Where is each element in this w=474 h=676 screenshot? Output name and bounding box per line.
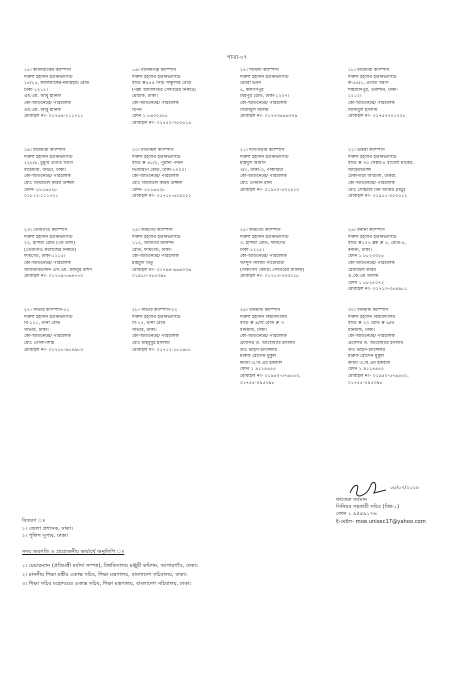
campus-entry-line: কো-অর্ডিনেটর/ পরিচালক	[132, 254, 179, 260]
campus-entry-line: আফতাবউদ্দিন এস.এম. মজনুর রশিদ	[24, 267, 92, 273]
campus-entry-line: সিরাজুল আলম	[240, 107, 269, 113]
campus-entry-line: এম.এম. আবু হানিফ	[24, 94, 62, 100]
campus-entry-line: রোড, ফার্মগেট, ঢাকা।	[132, 247, 172, 253]
campus-entry-line: দারুল ইহসান ইউনিভার্সিটি	[132, 314, 181, 320]
campus-entry-line: বাড়ি #১০৭ ব্লক # ৫, রোড-৪,	[348, 241, 407, 247]
copy-item: ৩। শিক্ষা সচিব মহোদয়ের একান্ত সচিব, শিক্ষা মন্ত্রণালয়, বাংলাদেশ সচিবালয়, ঢাকা।	[22, 581, 192, 587]
campus-entry-line: কো-অর্ডিনেটর/ পরিচালক	[24, 100, 71, 106]
campus-entry-line: ঢাকা-১২১৭।	[24, 87, 48, 93]
campus-entry-title: ২৫। ফার্মগেট ক্যাম্পাস	[240, 228, 281, 233]
campus-entry-line: দারুল ইহসান ইউনিভার্সিটি	[132, 74, 181, 80]
campus-entry-line: ফোন ১ ৮৮২৫০৭২	[348, 280, 385, 286]
copy-item: ২। মাননীয় শিক্ষা মন্ত্রীর একান্ত সচিব, শিক্ষা মন্ত্রণালয়, বাংলাদেশ সচিবালয়, ঢাকা।	[22, 572, 187, 578]
campus-entry-line: মোবাইল নং- ০১৯৫০-৫৭৬৫৫০,	[240, 373, 301, 379]
campus-entry-line: ৪, কল্যাণপুর	[240, 87, 264, 93]
campus-entry-line: (তেজগাঁও কলেজের নিকটে)	[24, 247, 77, 253]
campus-entry-line: কো-অর্ডিনেটর/ পরিচালক	[132, 334, 179, 340]
campus-entry-line: কো-অর্ডিনেটর/ পরিচালক	[348, 180, 395, 186]
campus-entry-line: দারুল ইহসান ইউনিভার্সিটি	[348, 234, 397, 240]
copy-item: ১। চেয়ারম্যান (প্রতিমন্ত্রী মর্যাদা সম্পন্ন), বিশ্ববিদ্যালয় মঞ্জুরী কমিশন, আগারগাঁও, ঢাকা।	[22, 563, 198, 569]
campus-entry-line: ফোন ১ ৯১১৪৪৫৫	[348, 367, 385, 373]
campus-entry	[130, 68, 238, 148]
copy-action-list	[22, 562, 462, 589]
campus-entry	[22, 228, 130, 308]
campus-entry-line: রেজাউল করিম	[348, 267, 376, 273]
campus-entry-line: শাহজাদপুর, গুলশান, ঢাকা-	[348, 87, 399, 93]
campus-entry-line: ফোন- ৮৮১৬৫২৮	[132, 187, 166, 193]
campus-entry-line: মোবাইল নং- ০১৭১৮-৬২৯২২২	[132, 194, 192, 200]
campus-entry	[238, 228, 346, 308]
campus-entry-title: ১৮। বারিধারা ক্যাম্পাস	[348, 68, 390, 73]
campus-entry-line: কো-অর্ডিনেটর/ পরিচালক	[240, 334, 287, 340]
campus-entry-line: ০১৭৫৫-০৯৫৩৯৮	[348, 380, 383, 386]
campus-entry-title: ২৯। ধানমন্ডি ক্যাম্পাস	[240, 308, 281, 313]
campus-entry	[22, 148, 130, 228]
campus-entry-line: মোঃ সোহরাব বিন আমির (মিঠু)	[348, 187, 406, 193]
campus-entry-line: বি-১৫, থানা রোড	[132, 321, 166, 327]
campus-entry-line: কো-অর্ডিনেটর/ পরিচালক	[240, 100, 287, 106]
campus-entry-line: কো-অর্ডিনেটর/ পরিচালক	[348, 260, 395, 266]
campus-entry-line: মোবাইল নং- ০১৯২০-৫৩২৪১০	[240, 187, 300, 193]
campus-entry	[346, 308, 454, 388]
distribution-title: বিতরণ ঃ	[22, 518, 46, 524]
campus-entry-line: দারুল ইহসান ইউনিভার্সিটি	[240, 74, 289, 80]
campus-entry-line: সাভার, ঢাকা।	[24, 327, 49, 333]
campus-entry-line: প্রফেসর ড. আবোধ্যার ইসলাম	[240, 340, 296, 346]
campus-entry-title: ১৭। শ্যামলী ক্যাম্পাস	[240, 68, 279, 73]
campus-entry-line: ফোন ১ ৮৬৩২৪৮৮	[132, 114, 169, 120]
campus-entry-line: ডাঃ ভাইস-চ্যান্সেলর	[240, 347, 278, 353]
signature-icon	[348, 481, 388, 499]
campus-entry-line: এ.কে.এম আলম	[348, 274, 379, 280]
campus-entry-line: মোবাইল নং- ০১৭১৩-৩৪৪৯৮১	[348, 287, 408, 293]
campus-entry-line: কো-অর্ডিনেটর/ পরিচালক	[132, 100, 179, 106]
campus-entry-line: আব্দুস সালাম পাটোয়ারী	[240, 260, 285, 266]
campus-entry-title: ১৯। বারিধারা ক্যাম্পাস	[24, 148, 66, 153]
campus-entry	[130, 228, 238, 308]
campus-entry-line: দারুল ইহসান ইউনিভার্সিটি	[24, 154, 73, 160]
campus-entry-line: ক-৪৪/১, প্রগতি সরণি	[348, 81, 389, 87]
campus-entry-line: ফোন- ৮৮১৬৫২৮	[24, 187, 58, 193]
campus-entry-line: মোবাইল নং- ০১৭১৮-৯৫৪৯৮৩	[24, 347, 84, 353]
campus-entry-line: দারুল ইহসান ইউনিভার্সিটি	[348, 154, 397, 160]
campus-entry-line: দারুল ইহসান ইউনিভার্সিটি	[240, 234, 289, 240]
campus-entry-line: কাজী এ.বি.এম ইকবাল	[348, 360, 391, 366]
campus-entry-line: মিরপুর রোড, ঢাকা-১২০৭।	[240, 94, 290, 100]
campus-entry-line: ৩, ইন্দিরা রোড, ফার্মগেট	[240, 241, 286, 247]
campus-entry-line: ভিআইপি রোড, ঢাকা-১০০০।	[132, 167, 187, 173]
signatory-email: ই-মেইল- moe.unisec17@yahoo.com	[336, 518, 426, 525]
signature-date: ০৮/০৭/২০১৮	[390, 485, 420, 491]
copy-action-title: সদয় অবগতি ও প্রয়োজনীয় কার্যার্থে অনুলিপি ঃ	[22, 549, 125, 555]
campus-entry-line: মোঃ জিয়াউল করিম উজ্জল	[24, 180, 75, 186]
campus-entry-line: মাহমুদা মিতু	[132, 260, 154, 266]
signatory-designation: সিনিয়র সহকারী সচিব (বিশ্ব-১)	[336, 504, 400, 511]
campus-entry-title: ২৭। সাভার ক্যাম্পাস-০১	[24, 308, 70, 313]
campus-entry-line: এম.এম. আবু হানিফ	[24, 107, 62, 113]
campus-entry-line: ১১২, আজগর ম্যানশন	[132, 241, 174, 247]
campus-entry-line: কো-অর্ডিনেটর/ পরিচালক	[348, 100, 395, 106]
campus-entry-line: বাড়ি # ৩৫ সেক্টর-৪ বাংলো মার্কেট,	[348, 161, 414, 167]
campus-entry-line: কাজী এ.বি.এম ইকবাল	[240, 360, 283, 366]
campus-entry	[346, 148, 454, 228]
distribution-item: ২। পুলিশ সুপার, ঢাকা।	[22, 533, 69, 539]
campus-grid	[22, 68, 454, 388]
campus-entry-line: ০১৯১০-৫৮৮৩৯৮	[132, 274, 167, 280]
campus-entry-line: (সাকসেস কোচিং সেন্টারের মালিক)	[240, 267, 305, 273]
campus-entry-line: কো-অর্ডিনেটর/ পরিচালক	[24, 260, 71, 266]
campus-entry-title: ২৪। ফার্মগেট ক্যাম্পাস	[132, 228, 173, 233]
campus-entry-line: মোবাইল নং- ০১৭৫২-৩৫৩৫১৪	[132, 120, 192, 126]
campus-entry-line: প্রফেসর ড. আবোধ্যার ইসলাম	[348, 340, 404, 346]
campus-entry-title: ২০। মতিঝিল ক্যাম্পাস	[132, 148, 174, 153]
campus-entry-line: আড়িয়াডাঙ্গা	[348, 167, 372, 173]
campus-entry	[346, 68, 454, 148]
campus-entry-line: মাইদুল আমাস	[240, 161, 266, 167]
campus-entry-line: বারিধারা, বাড্ডা, ঢাকা।	[24, 167, 67, 173]
campus-entry-line: (পল্লী আদালতির সেন্টারের নিকটে)	[132, 87, 196, 93]
campus-entry-line: বাড়ি # ২০ রোড # ৬/এ	[348, 321, 395, 327]
campus-entry-line: কো-অর্ডিনেটর/ পরিচালক	[240, 174, 287, 180]
campus-entry-title: ২২। উত্তরা ক্যাম্পাস	[348, 148, 385, 153]
campus-entry-line: দারুল ইহসান ইউনিভার্সিটি	[132, 234, 181, 240]
campus-entry-line: রিপন	[132, 107, 142, 113]
campus-entry	[238, 148, 346, 228]
campus-entry-line: ডাঃ ভাইস-চ্যান্সেলর	[348, 347, 386, 353]
campus-entry	[130, 308, 238, 388]
campus-entry-line: মোঃ মাহবুবুর ইসলাম	[132, 340, 170, 346]
page-number: পাতা-০৭	[226, 55, 248, 61]
campus-entry-line: দারুল ইহসান ইউনিভার্সিটি	[24, 74, 73, 80]
distribution-list	[22, 518, 73, 541]
campus-entry-line: কো-অর্ডিনেটর/ পরিচালক	[240, 254, 287, 260]
campus-entry-line: মারুফ হোসেন মুকুল	[240, 354, 277, 360]
campus-entry-line: দারুল ইহসান বিশ্ববিদ্যালয়	[348, 314, 396, 320]
campus-entry-line: মোঃ ওসমান রানা	[240, 180, 273, 186]
campus-entry-line: ঢেকাপাড়া আশুলি, উত্তরা,	[348, 174, 397, 180]
campus-entry-line: ফার্মগেট, ঢাকা-১২১৫।	[24, 254, 66, 260]
campus-entry-line: ১২১২।	[348, 94, 362, 100]
campus-entry-line: ফোন ১ ৯১১৪৪৫৫	[240, 367, 277, 373]
campus-entry-title: ৩০। ধানমন্ডি ক্যাম্পাস	[348, 308, 389, 313]
campus-entry-line: মোঃ গোলাপশাহ	[24, 340, 55, 346]
campus-entry-line: দারুল ইহসান ইউনিভার্সিটি	[348, 74, 397, 80]
campus-entry-line: মোবাইল নং- ০১৯৫০-৫৭৬৫৫০,	[348, 373, 409, 379]
signatory-phone: ফোন ১ ৯৫৪৯১৭৬	[336, 511, 377, 518]
campus-entry-line: ধানমন্ডি, ঢাকা।	[240, 327, 268, 333]
campus-entry-line: মোবাইল নং- ০১৭৯৪-৬৬৬০০৬	[132, 267, 192, 273]
campus-entry-line: দারুল ইহসান বিশ্ববিদ্যালয়	[240, 314, 288, 320]
campus-entry-title: ১৬। মানিকগঞ্জ ক্যাম্পাস	[132, 68, 177, 73]
campus-entry	[238, 68, 346, 148]
signature-block	[336, 485, 466, 526]
campus-entry-line: রৈবরা ভবন	[240, 81, 261, 87]
campus-entry	[22, 308, 130, 388]
campus-entry-line: মৌচাক, ঢাকা।	[132, 94, 158, 100]
campus-entry-line: মোবাইল নং- ০১৭১২-১৫১৬৮৮	[132, 347, 192, 353]
campus-entry-line: কো-অর্ডিনেটর/ পরিচালক	[24, 334, 71, 340]
campus-entry-line: মোবাইল নং- ০১৭১৯-৮৬৪৭৭০	[24, 274, 84, 280]
campus-entry-line: ২২, ইন্দিরা রোড (৩য় তলা)	[24, 241, 76, 247]
campus-entry-line: মোবাইল নং- ০১৭৭৩৬৫৬৩৭৯	[240, 114, 298, 120]
campus-entry-line: দারুল ইহসান ইউনিভার্সিটি	[24, 314, 73, 320]
campus-entry-line: ধানমন্ডি, ঢাকা।	[348, 327, 376, 333]
campus-entry-title: ২৬। বনানী ক্যাম্পাস	[348, 228, 385, 233]
campus-entry-line: মারুফ হোসেন মুকুল	[348, 354, 385, 360]
campus-entry-line: বাড়ি # ৯/বি রোড # ৩	[240, 321, 284, 327]
campus-entry-line: দারুল ইহসান ইউনিভার্সিটি	[240, 154, 289, 160]
campus-entry	[130, 148, 238, 228]
campus-entry	[238, 308, 346, 388]
campus-entry-line: ২২৮/৪, চুমুরি প্রগতি সরণী	[24, 161, 74, 167]
campus-entry-line: মোবাইল নং- ০১৭১৩-০৩৩০১৮	[240, 274, 300, 280]
campus-entry-line: ৩/১, ঢাকা-৩, পাকারিটা	[240, 167, 284, 173]
campus-entry-line: ফোন ১ ৮৮২৩৩২৫	[348, 254, 385, 260]
signatory-name: ফাতেমা জামান	[336, 497, 367, 503]
campus-entry-line: মোবাইল নং- ০১৭৫৯-২১১৭১১	[24, 114, 84, 120]
campus-entry-line: দারুল ইহসান ইউনিভার্সিটি	[132, 154, 181, 160]
campus-entry	[346, 228, 454, 308]
campus-entry-line: কো-অর্ডিনেটর/ পরিচালক	[132, 174, 179, 180]
campus-entry-title: ২৮। সাভার ক্যাম্পাস-০২	[132, 308, 178, 313]
campus-entry-line: বাড়ি #৪৪৪ সিটি সার্কুলার রোড	[132, 81, 192, 87]
campus-entry-line: বনানী, ঢাকা।	[348, 247, 372, 253]
campus-entry-line: মোবাইল নং- ০১৯১১-০৫০৫১২	[348, 194, 408, 200]
campus-entry-line: কো-অর্ডিনেটর/ পরিচালক	[24, 174, 71, 180]
campus-entry-title: ২১। দাসপাড়ার ক্যাম্পাস	[240, 148, 285, 153]
campus-entry-line: মোঃ জিয়াউল করিম উজ্জল	[132, 180, 183, 186]
distribution-item: ১। জেলা প্রশাসক, ঢাকা।	[22, 525, 73, 532]
campus-entry-line: ০১৮১২-১১১৭২১	[24, 194, 59, 200]
campus-entry	[22, 68, 130, 148]
campus-entry-line: বি-১২১, থানা রোড	[24, 321, 61, 327]
campus-entry-line: মিজিবুল ইসলাম	[348, 107, 378, 113]
campus-entry-line: কো-অর্ডিনেটর/ পরিচালক	[348, 334, 395, 340]
campus-entry-line: ১৫/১৫, কালিয়াকৈর-নয়ারহাট রোড	[24, 81, 90, 87]
campus-entry-line: ঢাকা-১২১৫।	[240, 247, 264, 253]
campus-entry-line: দারুল ইহসান ইউনিভার্সিটি	[24, 234, 73, 240]
campus-entry-title: ১৫। কালিয়াকৈর ক্যাম্পাস	[24, 68, 72, 73]
campus-entry-line: বাড়ি # ৪৮/২, পুরানা পল্টন	[132, 161, 183, 167]
campus-entry-line: ০১৭৫৫-০৯৫৩৯৮	[240, 380, 275, 386]
campus-entry-line: মোবাইল নং- ০১৭৫৭০০১৭২৮	[348, 114, 406, 120]
campus-entry-line: সাভার, ঢাকা।	[132, 327, 157, 333]
campus-entry-title: ২৩। তেজগাঁও ক্যাম্পাস	[24, 228, 68, 233]
